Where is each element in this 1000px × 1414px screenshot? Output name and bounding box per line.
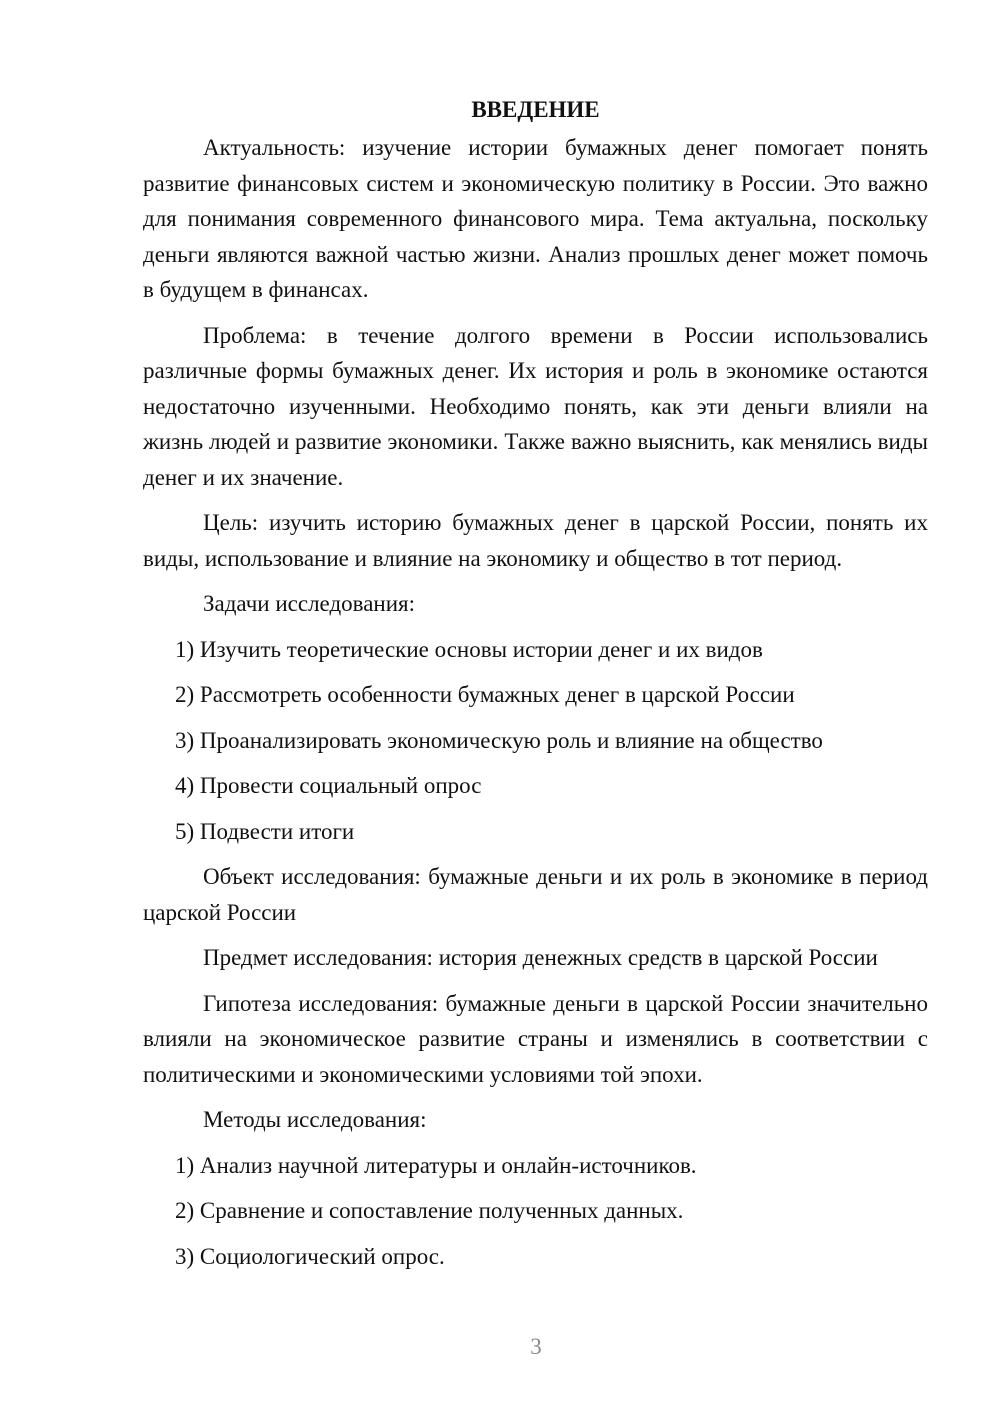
problem-paragraph: Проблема: в течение долгого времени в России использовались различные формы бумажных денег. Их история и роль в экономике остаются недостаточно изученными. Необходимо понять, как эти деньги влияли на жизнь людей и развитие экономики. Также важно выяснить, как менялись виды денег и их значение.	[143, 322, 928, 490]
page-number: 3	[530, 1334, 542, 1359]
methods-heading: Методы исследования:	[203, 1107, 427, 1132]
method-item: 2) Сравнение и сопоставление полученных данных.	[175, 1198, 684, 1223]
task-item: 5) Подвести итоги	[175, 818, 355, 844]
method-item: 3) Социологический опрос.	[175, 1243, 445, 1269]
task-item: 3) Проанализировать экономическую роль и влияние на общество	[175, 727, 823, 753]
method-item: 1) Анализ научной литературы и онлайн-источников.	[175, 1152, 697, 1178]
actuality-paragraph: Актуальность: изучение истории бумажных денег помогает понять развитие финансовых систем и экономическую политику в России. Это важно для понимания современного финансового мира. Тема актуальна, поскольку деньги являются важной частью жизни. Анализ прошлых денег может помочь в будущем в финансах.	[143, 135, 928, 302]
task-item: 1) Изучить теоретические основы истории денег и их видов	[175, 636, 763, 662]
goal-paragraph: Цель: изучить историю бумажных денег в царской России, понять их виды, использование и влияние на экономику и общество в тот период.	[143, 510, 928, 571]
object-paragraph: Объект исследования: бумажные деньги и их роль в экономике в период царской России	[143, 864, 928, 925]
tasks-heading: Задачи исследования:	[203, 591, 416, 616]
tasks-list	[143, 632, 928, 850]
document-title: ВВЕДЕНИЕ	[471, 97, 600, 122]
page-content	[143, 92, 928, 1284]
task-item: 4) Провести социальный опрос	[175, 773, 482, 798]
methods-list	[143, 1148, 928, 1275]
task-item: 2) Рассмотреть особенности бумажных денег в царской России	[175, 682, 795, 707]
hypothesis-paragraph: Гипотеза исследования: бумажные деньги в царской России значительно влияли на экономическое развитие страны и изменялись в соответствии с политическими и экономическими условиями той эпохи.	[143, 990, 928, 1087]
subject-paragraph: Предмет исследования: история денежных средств в царской России	[203, 945, 878, 970]
